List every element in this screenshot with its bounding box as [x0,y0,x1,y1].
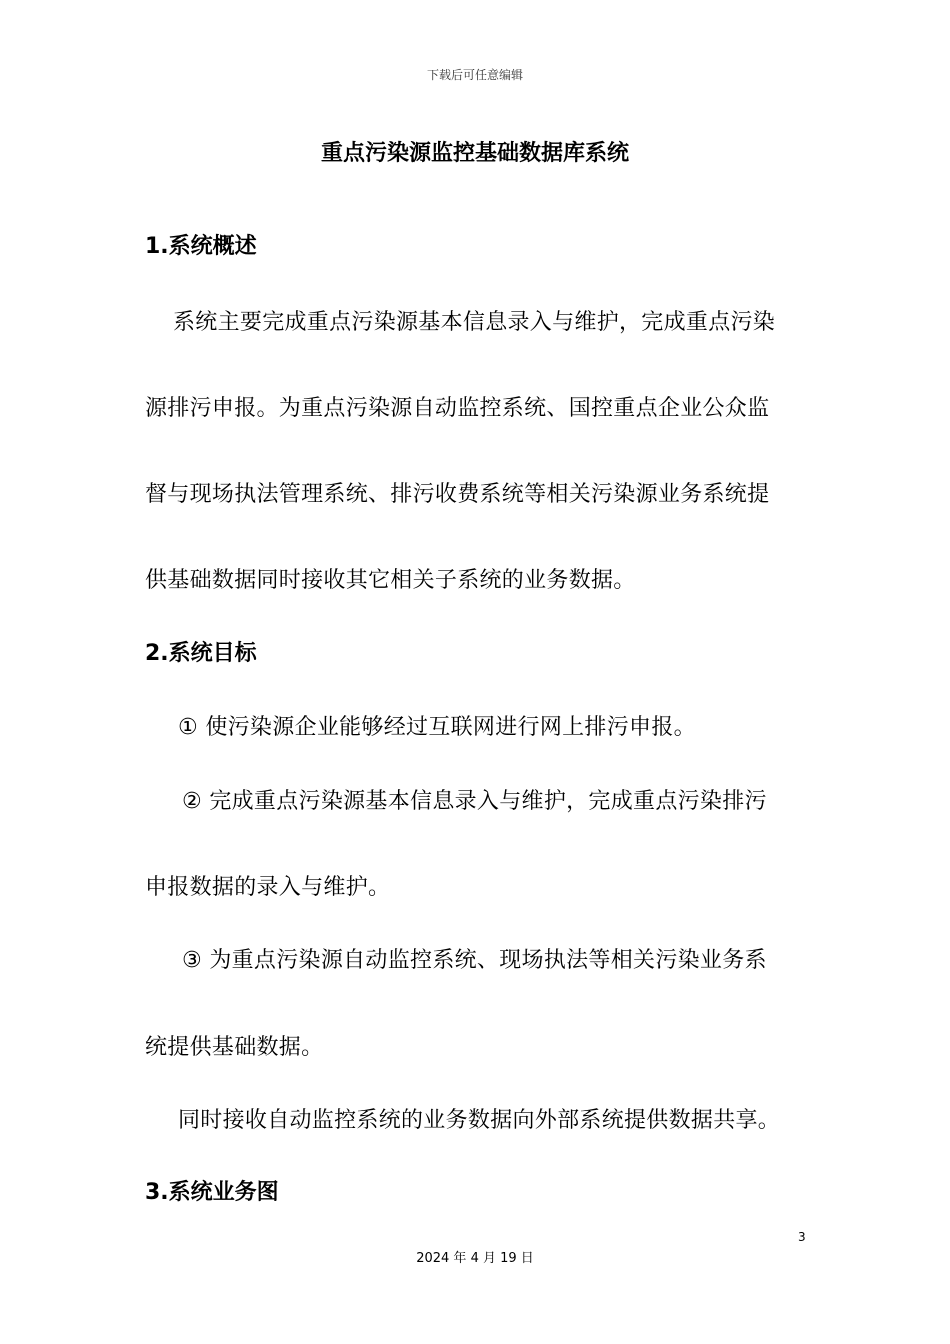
section-heading-business-diagram: 3.系统业务图 [145,1180,279,1205]
goal-item-2-continuation: 申报数据的录入与维护。 [145,875,391,900]
overview-paragraph-line: 源排污申报。为重点污染源自动监控系统、国控重点企业公众监 [145,396,770,421]
section-heading-goals: 2.系统目标 [145,641,257,666]
overview-paragraph-line: 供基础数据同时接收其它相关子系统的业务数据。 [145,568,636,593]
goal-summary-line: 同时接收自动监控系统的业务数据向外部系统提供数据共享。 [178,1108,781,1133]
goal-item-2: ② 完成重点污染源基本信息录入与维护，完成重点污染排污 [182,789,767,814]
overview-paragraph-line: 督与现场执法管理系统、排污收费系统等相关污染源业务系统提 [145,482,770,507]
goal-item-3: ③ 为重点污染源自动监控系统、现场执法等相关污染业务系 [182,948,767,973]
page-header-note: 下载后可任意编辑 [426,68,523,82]
section-heading-overview: 1.系统概述 [145,234,257,259]
page-number: 3 [798,1230,806,1244]
overview-paragraph-line: 系统主要完成重点污染源基本信息录入与维护，完成重点污染 [173,310,776,335]
goal-item-1: ① 使污染源企业能够经过互联网进行网上排污申报。 [178,715,696,740]
footer-date: 2024 年 4 月 19 日 [416,1251,534,1266]
document-title: 重点污染源监控基础数据库系统 [320,141,629,166]
goal-item-3-continuation: 统提供基础数据。 [145,1035,324,1060]
